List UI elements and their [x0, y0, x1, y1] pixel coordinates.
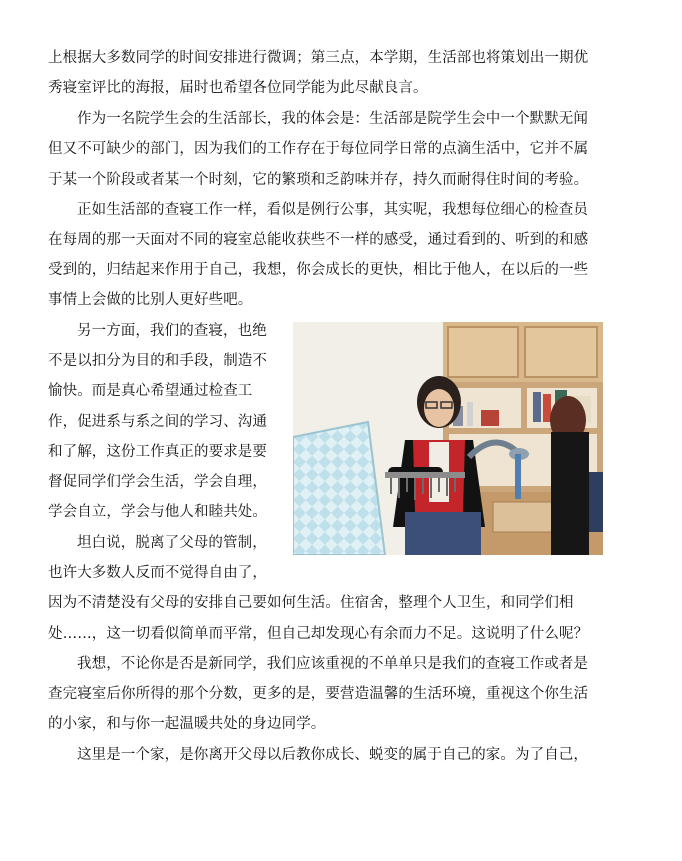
paragraph-line: 督促同学们学会生活，学会自理， — [48, 474, 267, 490]
paragraph-line: 事情上会做的比别人更好些吧。 — [48, 292, 253, 308]
paragraph-line: 也许大多数人反而不觉得自由了， — [48, 565, 267, 581]
paragraph-line: 但又不可缺少的部门，因为我们的工作存在于每位同学日常的点滴生活中，它并不属 — [48, 141, 589, 157]
paragraph-line: 上根据大多数同学的时间安排进行微调；第三点，本学期，生活部也将策划出一期优 — [48, 50, 589, 66]
paragraph-line: 学会自立，学会与他人和睦共处。 — [48, 504, 267, 520]
paragraph-line: 作，促进系与系之间的学习、沟通 — [48, 414, 267, 430]
paragraph-line: 另一方面，我们的查寝，也绝 — [77, 323, 267, 339]
paragraph-line: 秀寝室评比的海报，届时也希望各位同学能为此尽献良言。 — [48, 80, 428, 96]
paragraph-line: 作为一名院学生会的生活部长，我的体会是：生活部是院学生会中一个默默无闻 — [77, 111, 588, 127]
paragraph-line: 的小家，和与你一起温暖共处的身边同学。 — [48, 716, 326, 732]
paragraph-line: 这里是一个家，是你离开父母以后教你成长、蜕变的属于自己的家。为了自己， — [77, 747, 588, 763]
paragraph-line: 处……，这一切看似简单而平常，但自己却发现心有余而力不足。这说明了什么呢？ — [48, 626, 589, 642]
paragraph-line: 在每周的那一天面对不同的寝室总能收获些不一样的感受，通过看到的、听到的和感 — [48, 232, 589, 248]
paragraph-line: 受到的，归结起来作用于自己，我想，你会成长的更快，相比于他人，在以后的一些 — [48, 262, 589, 278]
paragraph-line: 正如生活部的查寝工作一样，看似是例行公事，其实呢，我想每位细心的检查员 — [77, 202, 588, 218]
paragraph-line: 我想，不论你是否是新同学，我们应该重视的不单单只是我们的查寝工作或者是 — [77, 656, 588, 672]
paragraph-line: 愉快。而是真心希望通过检查工 — [48, 383, 253, 399]
dorm-inspection-photo — [293, 322, 603, 555]
paragraph-line: 坦白说，脱离了父母的管制， — [77, 535, 267, 551]
paragraph-line: 不是以扣分为目的和手段，制造不 — [48, 353, 267, 369]
paragraph-line: 和了解，这份工作真正的要求是要 — [48, 444, 267, 460]
paragraph-line: 查完寝室后你所得的那个分数，更多的是，要营造温馨的生活环境，重视这个你生活 — [48, 686, 589, 702]
paragraph-line: 于某一个阶段或者某一个时刻，它的繁琐和乏韵味并存，持久而耐得住时间的考验。 — [48, 172, 589, 188]
paragraph-line: 因为不清楚没有父母的安排自己要如何生活。住宿舍，整理个人卫生，和同学们相 — [48, 595, 574, 611]
